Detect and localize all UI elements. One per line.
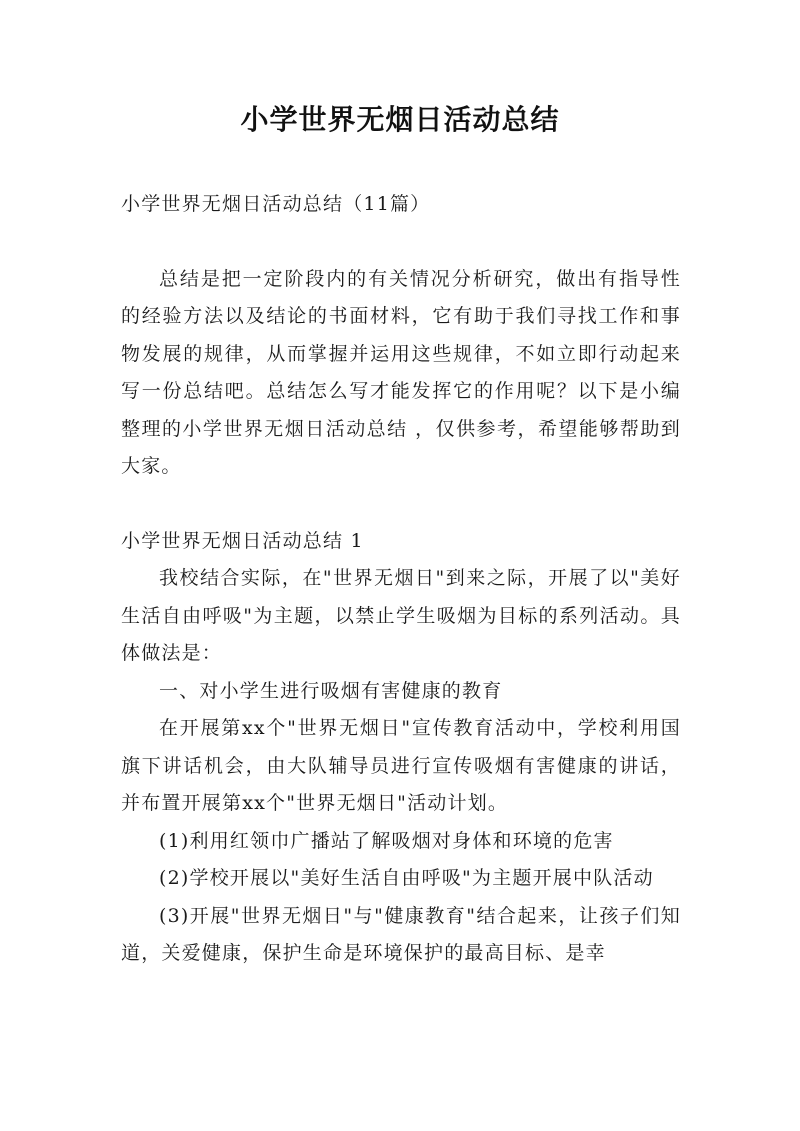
- document-body: [121, 186, 681, 973]
- list-item: (3)开展"世界无烟日"与"健康教育"结合起来，让孩子们知道，关爱健康，保护生命是环境保护的最高目标、是幸: [121, 904, 681, 964]
- list-item: (2)学校开展以"美好生活自由呼吸"为主题开展中队活动: [159, 867, 654, 889]
- body-paragraph: 在开展第xx个"世界无烟日"宣传教育活动中，学校利用国旗下讲话机会，由大队辅导员进行宣传吸烟有害健康的讲话，并布置开展第xx个"世界无烟日"活动计划。: [121, 717, 681, 814]
- document-title: 小学世界无烟日活动总结: [240, 103, 560, 136]
- body-paragraph: 我校结合实际，在"世界无烟日"到来之际，开展了以"美好生活自由呼吸"为主题，以禁止学生吸烟为目标的系列活动。具体做法是：: [121, 567, 681, 664]
- intro-paragraph: 总结是把一定阶段内的有关情况分析研究，做出有指导性的经验方法以及结论的书面材料，它有助于我们寻找工作和事物发展的规律，从而掌握并运用这些规律，不如立即行动起来写一份总结吧。总结怎么写才能发挥它的作用呢？以下是小编整理的小学世界无烟日活动总结 ，仅供参考，希望能够帮助到大家。: [121, 267, 681, 477]
- list-item: (1)利用红领巾广播站了解吸烟对身体和环境的危害: [159, 829, 614, 852]
- subheading: 一、对小学生进行吸烟有害健康的教育: [159, 679, 503, 702]
- section-heading: 小学世界无烟日活动总结 1: [121, 529, 364, 552]
- document-subtitle: 小学世界无烟日活动总结（11篇）: [121, 193, 431, 215]
